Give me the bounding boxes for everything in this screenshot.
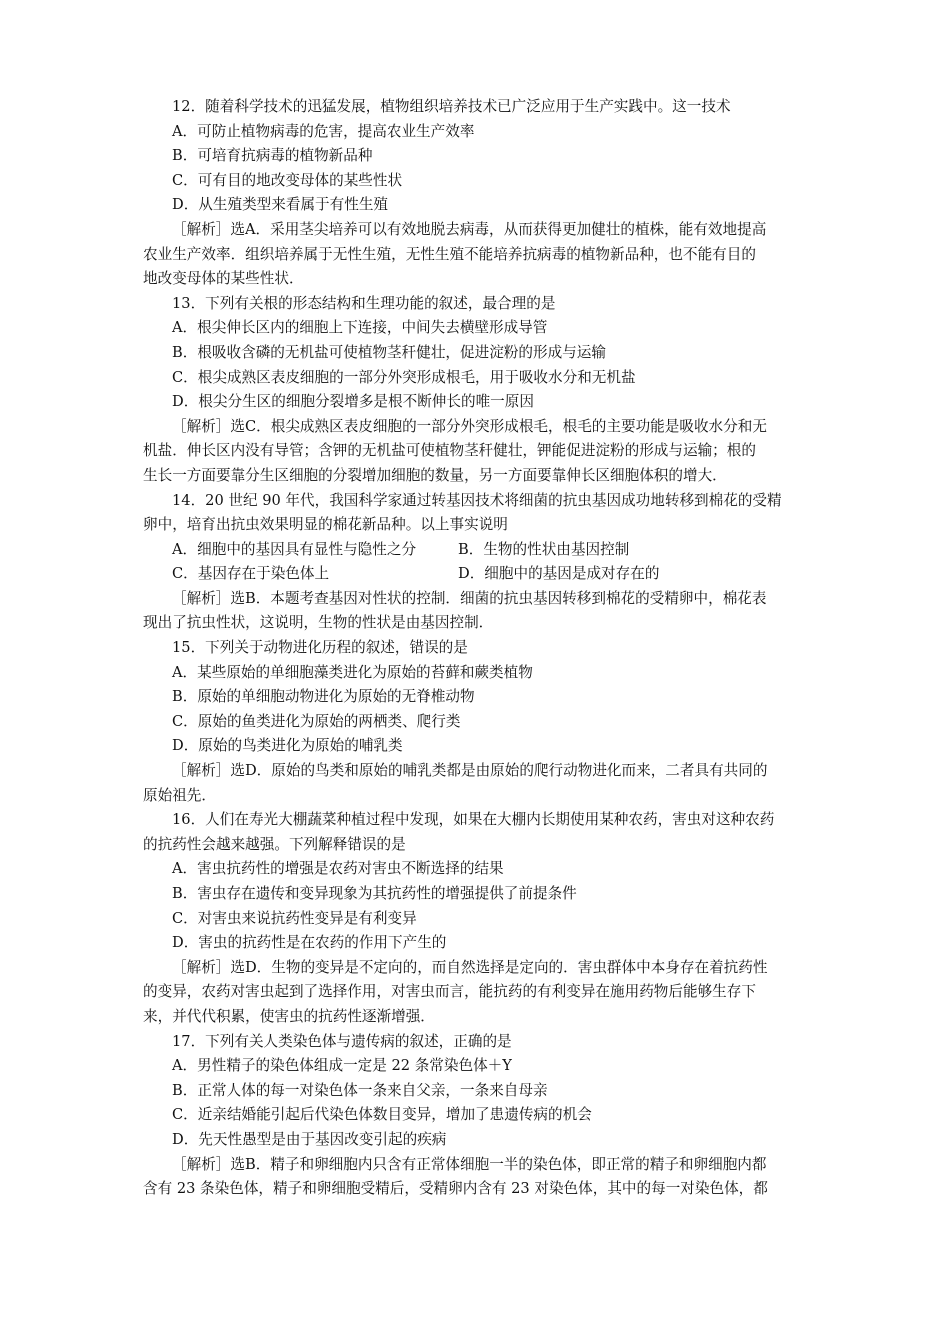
question-13-option-c: C．根尖成熟区表皮细胞的一部分外突形成根毛，用于吸收水分和无机盐	[172, 368, 636, 386]
question-17-analysis-line-1: ［解析］选B．精子和卵细胞内只含有正常体细胞一半的染色体，即正常的精子和卵细胞内都	[172, 1155, 767, 1173]
question-12-option-b: B．可培育抗病毒的植物新品种	[172, 147, 373, 165]
question-13-option-b: B．根吸收含磷的无机盐可使植物茎秆健壮，促进淀粉的形成与运输	[172, 343, 606, 361]
question-14-options-row-1	[143, 538, 863, 563]
question-16-option-b: B．害虫存在遗传和变异现象为其抗药性的增强提供了前提条件	[172, 885, 577, 902]
question-12-analysis-line-2: 农业生产效率．组织培养属于无性生殖，无性生殖不能培养抗病毒的植物新品种，也不能有目的	[143, 245, 756, 263]
question-13-stem: 13．下列有关根的形态结构和生理功能的叙述，最合理的是	[172, 294, 556, 312]
question-16-option-d: D．害虫的抗药性是在农药的作用下产生的	[172, 934, 447, 952]
question-17-option-b: B．正常人体的每一对染色体一条来自父亲，一条来自母亲	[172, 1081, 548, 1099]
question-12-analysis-line-1: ［解析］选A．采用茎尖培养可以有效地脱去病毒，从而获得更加健壮的植株，能有效地提高	[172, 220, 767, 238]
question-16-analysis-line-3: 来，并代代积累，使害虫的抗药性逐渐增强．	[143, 1007, 435, 1025]
question-17-stem: 17．下列有关人类染色体与遗传病的叙述，正确的是	[172, 1032, 512, 1050]
question-14-option-c: C．基因存在于染色体上	[172, 565, 330, 583]
question-14-option-b: B．生物的性状由基因控制	[458, 540, 630, 558]
question-16-option-c: C．对害虫来说抗药性变异是有利变异	[172, 909, 417, 927]
question-17-option-a: A．男性精子的染色体组成一定是 22 条常染色体＋Y	[172, 1057, 512, 1075]
question-17-analysis-line-2: 含有 23 条染色体，精子和卵细胞受精后，受精卵内含有 23 对染色体，其中的每一对染色体，都	[143, 1180, 768, 1198]
question-16-stem-line-2: 的抗药性会越来越强。下列解释错误的是	[143, 835, 406, 853]
question-15-option-c: C．原始的鱼类进化为原始的两栖类、爬行类	[172, 712, 461, 730]
question-14-analysis-line-2: 现出了抗虫性状，这说明，生物的性状是由基因控制．	[143, 614, 494, 632]
question-16-stem-line-1: 16．人们在寿光大棚蔬菜种植过程中发现，如果在大棚内长期使用某种农药，害虫对这种农药	[172, 811, 775, 829]
question-12-option-d: D．从生殖类型来看属于有性生殖	[172, 196, 389, 214]
question-14-options-row-2	[143, 562, 863, 587]
question-15-option-b: B．原始的单细胞动物进化为原始的无脊椎动物	[172, 688, 475, 706]
question-15-analysis-line-1: ［解析］选D．原始的鸟类和原始的哺乳类都是由原始的爬行动物进化而来，二者具有共同的	[172, 762, 768, 780]
question-13-option-d: D．根尖分生区的细胞分裂增多是根不断伸长的唯一原因	[172, 393, 534, 411]
question-13-option-a: A．根尖伸长区内的细胞上下连接，中间失去横壁形成导管	[172, 319, 548, 337]
question-15-option-d: D．原始的鸟类进化为原始的哺乳类	[172, 737, 403, 755]
question-14-analysis-line-1: ［解析］选B．本题考查基因对性状的控制．细菌的抗虫基因转移到棉花的受精卵中，棉花表	[172, 589, 767, 607]
question-16-option-a: A．害虫抗药性的增强是农药对害虫不断选择的结果	[172, 860, 504, 878]
question-14-option-d: D．细胞中的基因是成对存在的	[458, 565, 660, 583]
document-page	[143, 95, 863, 1202]
question-16-analysis-line-1: ［解析］选D．生物的变异是不定向的，而自然选择是定向的．害虫群体中本身存在着抗药性	[172, 958, 768, 976]
question-17-option-c: C．近亲结婚能引起后代染色体数目变异，增加了患遗传病的机会	[172, 1106, 592, 1124]
question-15-option-a: A．某些原始的单细胞藻类进化为原始的苔藓和蕨类植物	[172, 663, 533, 681]
question-15-analysis-line-2: 原始祖先．	[143, 786, 216, 804]
question-12-option-c: C．可有目的地改变母体的某些性状	[172, 171, 403, 189]
question-14-option-a: A．细胞中的基因具有显性与隐性之分	[172, 540, 417, 558]
question-14-stem-line-1: 14．20 世纪 90 年代，我国科学家通过转基因技术将细菌的抗虫基因成功地转移到棉花的受精	[172, 491, 782, 509]
question-12-analysis-line-3: 地改变母体的某些性状．	[143, 270, 304, 288]
question-13-analysis-line-2: 机盐．伸长区内没有导管；含钾的无机盐可使植物茎秆健壮，钾能促进淀粉的形成与运输；根的	[143, 442, 756, 460]
question-12-option-a: A．可防止植物病毒的危害，提高农业生产效率	[172, 122, 475, 140]
question-14-stem-line-2: 卵中，培育出抗虫效果明显的棉花新品种。以上事实说明	[143, 516, 508, 534]
question-17-option-d: D．先天性愚型是由于基因改变引起的疾病	[172, 1130, 447, 1148]
question-15-stem: 15．下列关于动物进化历程的叙述，错误的是	[172, 639, 468, 657]
question-13-analysis-line-3: 生长一方面要靠分生区细胞的分裂增加细胞的数量，另一方面要靠伸长区细胞体积的增大．	[143, 466, 727, 484]
question-12-stem: 12．随着科学技术的迅猛发展，植物组织培养技术已广泛应用于生产实践中。这一技术	[172, 98, 731, 115]
question-16-analysis-line-2: 的变异，农药对害虫起到了选择作用，对害虫而言，能抗药的有利变异在施用药物后能够生存下	[143, 983, 756, 1001]
question-13-analysis-line-1: ［解析］选C．根尖成熟区表皮细胞的一部分外突形成根毛，根毛的主要功能是吸收水分和无	[172, 417, 767, 435]
